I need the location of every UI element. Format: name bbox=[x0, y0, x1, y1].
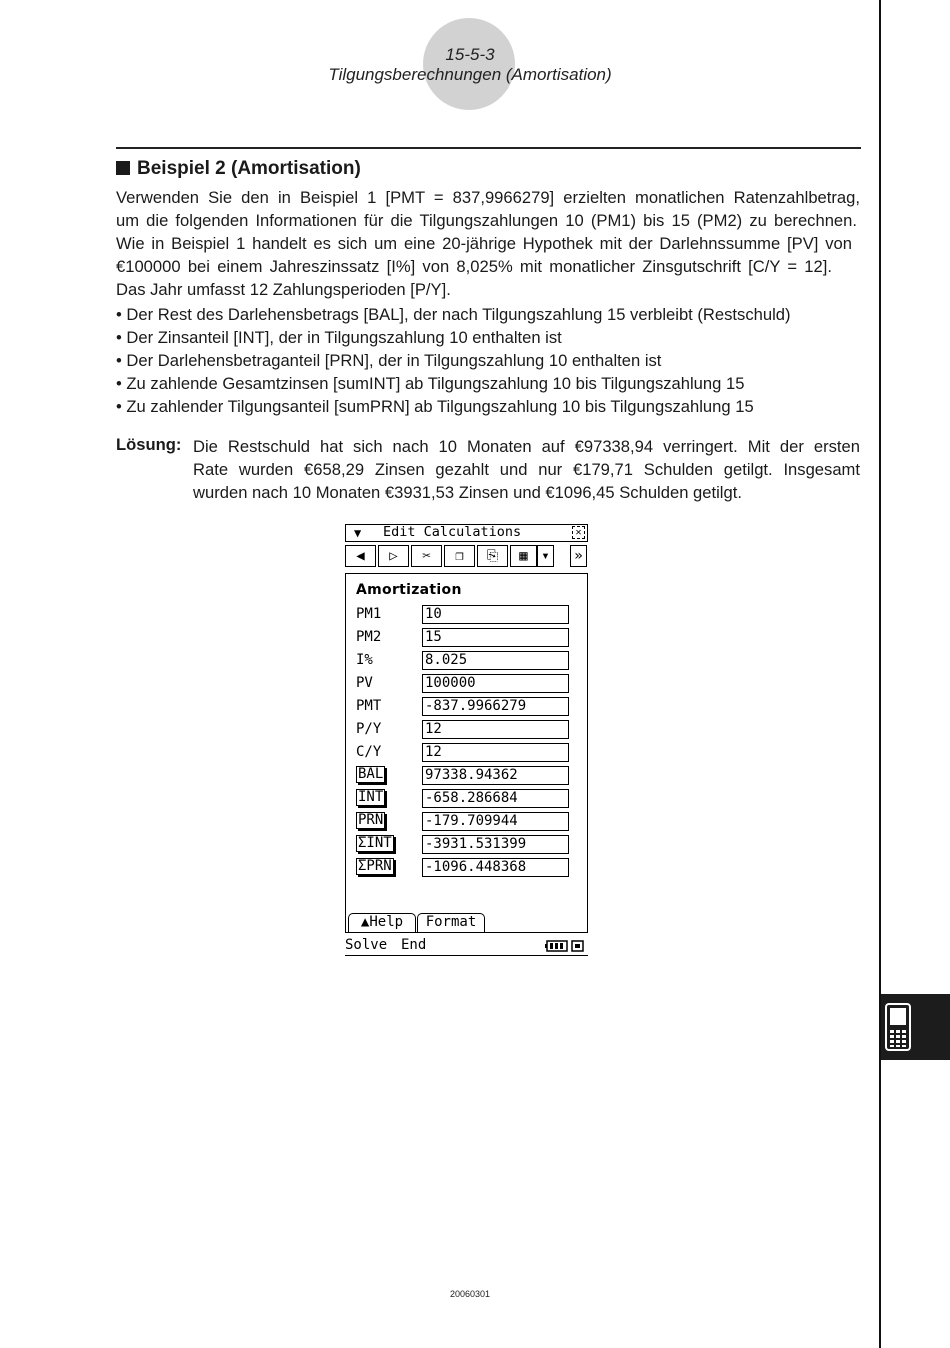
sum-int-button[interactable]: ΣINT bbox=[358, 835, 392, 851]
section-divider bbox=[116, 147, 861, 149]
solution-line: Die Restschuld hat sich nach 10 Monaten auf €97338,94 verringert. Mit der ersten bbox=[193, 437, 860, 456]
calculator-screenshot bbox=[344, 522, 590, 958]
dropdown-icon[interactable]: ▾ bbox=[537, 545, 554, 567]
bullet-item: • Zu zahlende Gesamtzinsen [sumINT] ab Tilgungszahlung 10 bis Tilgungszahlung 15 bbox=[116, 374, 745, 393]
tab-help[interactable]: ▲Help bbox=[348, 913, 416, 932]
prn-button[interactable]: PRN bbox=[358, 812, 384, 828]
intro-line: Verwenden Sie den in Beispiel 1 [PMT = 837,9966279] erzielten monatlichen Ratenzahlbetrag, bbox=[116, 188, 860, 207]
field-sum-int[interactable]: -3931.531399 bbox=[422, 835, 569, 854]
copy-icon[interactable]: ❐ bbox=[444, 545, 475, 567]
menu-bar bbox=[345, 524, 588, 542]
intro-line: um die folgenden Informationen für die Tilgungszahlungen 10 (PM1) bis 15 (PM2) zu berechnen. bbox=[116, 211, 857, 230]
battery-icon bbox=[545, 940, 585, 952]
solution-label: Lösung: bbox=[116, 435, 182, 454]
bullet-item: • Der Rest des Darlehensbetrags [BAL], der nach Tilgungszahlung 15 verbleibt (Restschuld) bbox=[116, 305, 791, 324]
int-button[interactable]: INT bbox=[358, 789, 384, 805]
label-pmt: PMT bbox=[356, 698, 382, 714]
label-pv: PV bbox=[356, 675, 373, 691]
intro-line: Wie in Beispiel 1 handelt es sich um eine 20-jährige Hypothek mit der Darlehnssumme [PV] von bbox=[116, 234, 852, 253]
label-p-y: P/Y bbox=[356, 721, 382, 737]
field-int[interactable]: -658.286684 bbox=[422, 789, 569, 808]
field-sum-prn[interactable]: -1096.448368 bbox=[422, 858, 569, 877]
table-icon[interactable]: ▦ bbox=[510, 545, 537, 567]
bullet-item: • Zu zahlender Tilgungsanteil [sumPRN] ab Tilgungszahlung 10 bis Tilgungszahlung 15 bbox=[116, 397, 754, 416]
bullet-item: • Der Zinsanteil [INT], der in Tilgungszahlung 10 enthalten ist bbox=[116, 328, 562, 347]
panel-title: Amortization bbox=[356, 582, 462, 598]
label-pm1: PM1 bbox=[356, 606, 382, 622]
tab-format[interactable]: Format bbox=[417, 913, 485, 932]
page-number: 15-5-3 bbox=[445, 45, 495, 64]
status-bar bbox=[345, 936, 588, 956]
intro-line: €100000 bei einem Jahreszinssatz [I%] von 8,025% mit monatlicher Zinsgutschrift [C/Y = 12]. bbox=[116, 257, 832, 276]
next-icon[interactable]: » bbox=[570, 545, 587, 567]
right-triangle-icon[interactable]: ▷ bbox=[378, 545, 409, 567]
solution-line: Rate wurden €658,29 Zinsen gezahlt und nur €179,71 Schulden getilgt. Insgesamt bbox=[193, 460, 860, 479]
calculator-icon bbox=[885, 1003, 911, 1051]
field-pv[interactable]: 100000 bbox=[422, 674, 569, 693]
field-p-y[interactable]: 12 bbox=[422, 720, 569, 739]
menu-chevron-icon[interactable]: ▼ bbox=[354, 526, 362, 540]
field-pm1[interactable]: 10 bbox=[422, 605, 569, 624]
field-i-percent[interactable]: 8.025 bbox=[422, 651, 569, 670]
menu-items[interactable]: Edit Calculations bbox=[383, 524, 522, 540]
label-pm2: PM2 bbox=[356, 629, 382, 645]
label-i-percent: I% bbox=[356, 652, 373, 668]
field-pmt[interactable]: -837.9966279 bbox=[422, 697, 569, 716]
square-bullet-icon bbox=[116, 161, 130, 175]
field-c-y[interactable]: 12 bbox=[422, 743, 569, 762]
left-triangle-icon[interactable]: ◀ bbox=[345, 545, 376, 567]
field-bal[interactable]: 97338.94362 bbox=[422, 766, 569, 785]
close-icon[interactable]: ✕ bbox=[572, 526, 585, 539]
chapter-title: Tilgungsberechnungen (Amortisation) bbox=[328, 65, 612, 84]
label-c-y: C/Y bbox=[356, 744, 382, 760]
paste-icon[interactable]: ⎘ bbox=[477, 545, 508, 567]
footer-code: 20060301 bbox=[449, 1289, 491, 1299]
section-title-text: Beispiel 2 (Amortisation) bbox=[137, 158, 361, 179]
page-edge-rule bbox=[879, 0, 881, 1348]
solution-line: wurden nach 10 Monaten €3931,53 Zinsen und €1096,45 Schulden getilgt. bbox=[193, 483, 742, 502]
field-pm2[interactable]: 15 bbox=[422, 628, 569, 647]
section-heading bbox=[116, 158, 361, 180]
end-button[interactable]: End bbox=[401, 937, 427, 953]
scissors-icon[interactable]: ✂ bbox=[411, 545, 442, 567]
bullet-item: • Der Darlehensbetraganteil [PRN], der in Tilgungszahlung 10 enthalten ist bbox=[116, 351, 662, 370]
amortization-panel bbox=[345, 573, 588, 933]
bal-button[interactable]: BAL bbox=[358, 766, 384, 782]
solve-button[interactable]: Solve bbox=[345, 937, 388, 953]
field-prn[interactable]: -179.709944 bbox=[422, 812, 569, 831]
sum-prn-button[interactable]: ΣPRN bbox=[358, 858, 392, 874]
intro-line: Das Jahr umfasst 12 Zahlungsperioden [P/Y]. bbox=[116, 280, 451, 299]
chapter-side-tab bbox=[881, 994, 950, 1060]
toolbar bbox=[345, 545, 588, 569]
